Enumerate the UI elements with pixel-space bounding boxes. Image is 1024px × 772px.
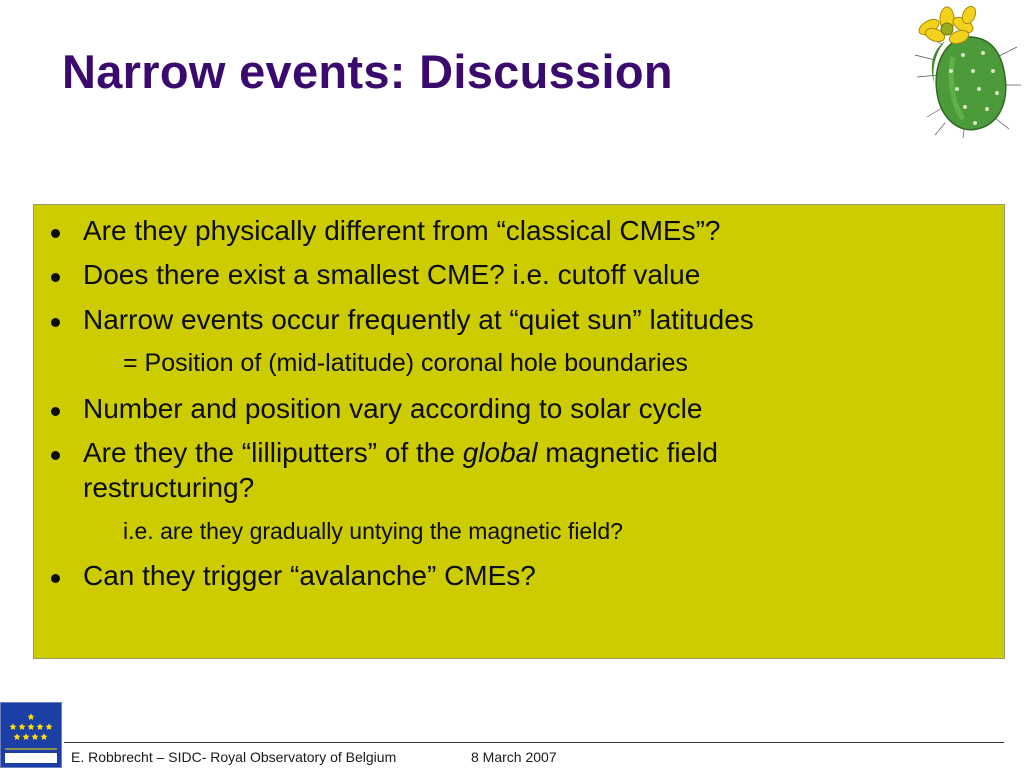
footer-author: E. Robbrecht – SIDC- Royal Observatory of Belgium bbox=[71, 749, 397, 765]
footer-divider bbox=[64, 742, 1004, 743]
bullet-text-italic: global bbox=[462, 437, 538, 468]
sub-bullet: i.e. are they gradually untying the magnetic field? bbox=[123, 518, 623, 544]
bullet-item bbox=[48, 257, 700, 292]
bullet-text: Are they physically different from “classical CMEs”? bbox=[83, 215, 721, 246]
bullet-item bbox=[48, 302, 754, 337]
cactus-icon bbox=[905, 5, 1023, 139]
slide-title: Narrow events: Discussion bbox=[62, 45, 673, 98]
bullet-item bbox=[48, 435, 718, 505]
eu-stars-icon bbox=[1, 703, 61, 767]
eu-flag-logo bbox=[0, 702, 62, 768]
bullet-text: Can they trigger “avalanche” CMEs? bbox=[83, 560, 536, 591]
bullet-text bbox=[83, 435, 718, 505]
bullet-text: Number and position vary according to solar cycle bbox=[83, 393, 703, 424]
bullet-text-before: Are they the “lilliputters” of the bbox=[83, 437, 463, 468]
bullet-text: Narrow events occur frequently at “quiet sun” latitudes bbox=[83, 304, 754, 335]
bullet-item bbox=[48, 391, 702, 426]
bullet-item bbox=[48, 213, 720, 248]
footer-date: 8 March 2007 bbox=[471, 749, 557, 765]
bullet-text: Does there exist a smallest CME? i.e. cutoff value bbox=[83, 259, 701, 290]
sub-bullet: = Position of (mid-latitude) coronal hole boundaries bbox=[123, 349, 688, 377]
bullet-text-line2: restructuring? bbox=[83, 472, 255, 503]
content-box bbox=[33, 204, 1005, 659]
bullet-text-after: magnetic field bbox=[537, 437, 719, 468]
bullet-item bbox=[48, 558, 536, 593]
